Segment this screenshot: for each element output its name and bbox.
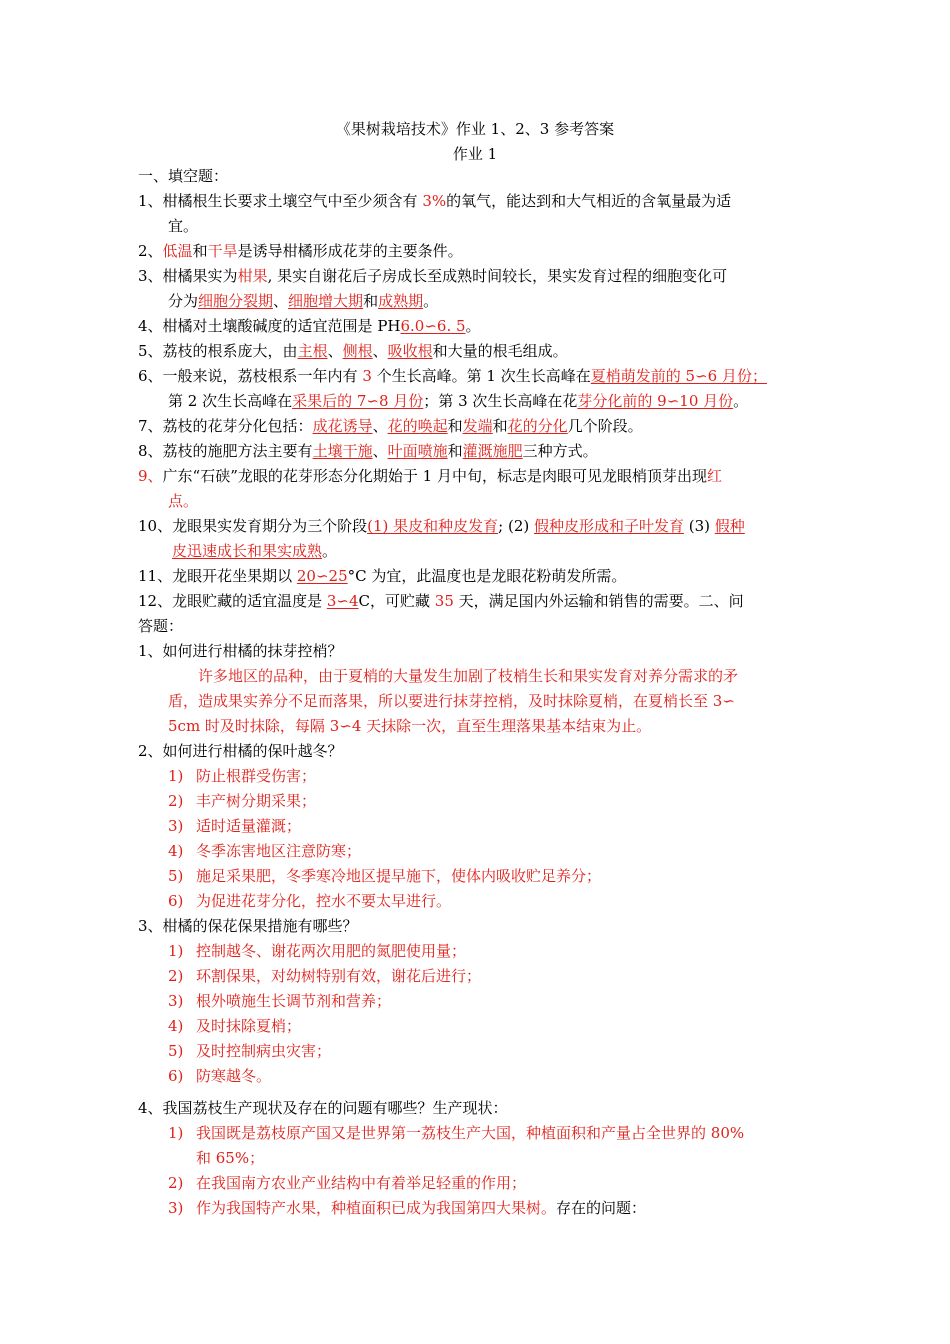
fill-item-3-cont: 分为细胞分裂期、细胞增大期和成熟期。	[168, 292, 439, 310]
fill-item-11: 11、龙眼开花坐果期以 20∽25°C 为宜，此温度也是龙眼花粉萌发所需。	[138, 567, 627, 585]
answer-2-item: 3) 适时适量灌溉；	[168, 817, 302, 835]
fill-item-7: 7、荔枝的花芽分化包括：成花诱导、花的唤起和发端和花的分化几个阶段。	[138, 417, 643, 435]
fill-item-2: 2、低温和干旱是诱导柑橘形成花芽的主要条件。	[138, 242, 463, 260]
answer-3-item: 5) 及时控制病虫灾害；	[168, 1042, 332, 1060]
answer-2-item: 4) 冬季冻害地区注意防寒；	[168, 842, 362, 860]
answer-4-item: 3) 作为我国特产水果，种植面积已成为我国第四大果树。存在的问题：	[168, 1199, 647, 1217]
fill-item-6-cont: 第 2 次生长高峰在采果后的 7∽8 月份；第 3 次生长高峰在花芽分化前的 9∽10 月份。	[168, 392, 749, 410]
fill-item-9: 9、广东“石硖”龙眼的花芽形态分化期始于 1 月中旬，标志是肉眼可见龙眼梢顶芽出现红	[138, 467, 722, 485]
question-4: 4、我国荔枝生产现状及存在的问题有哪些？生产现状：	[138, 1099, 508, 1117]
answer-2-item: 6) 为促进花芽分化，控水不要太早进行。	[168, 892, 452, 910]
answer-1-line-1: 许多地区的品种，由于夏梢的大量发生加剧了枝梢生长和果实发育对养分需求的矛	[198, 667, 739, 685]
fill-item-12: 12、龙眼贮藏的适宜温度是 3∽4C，可贮藏 35 天，满足国内外运输和销售的需要。二、问	[138, 592, 744, 610]
answer-4-item: 2) 在我国南方农业产业结构中有着举足轻重的作用；	[168, 1174, 527, 1192]
question-3: 3、柑橘的保花保果措施有哪些？	[138, 917, 358, 935]
answer-4-item-cont: 和 65%；	[196, 1149, 265, 1167]
answer-4-item: 1) 我国既是荔枝原产国又是世界第一荔枝生产大国，种植面积和产量占全世界的 80%	[168, 1124, 745, 1142]
answer-2-item: 2) 丰产树分期采果；	[168, 792, 317, 810]
fill-item-3: 3、柑橘果实为柑果, 果实自谢花后子房成长至成熟时间较长，果实发育过程的细胞变化可	[138, 267, 728, 285]
question-2: 2、如何进行柑橘的保叶越冬？	[138, 742, 343, 760]
answer-2-item: 1) 防止根群受伤害；	[168, 767, 317, 785]
document-title: 《果树栽培技术》作业 1、2、3 参考答案	[335, 120, 615, 138]
fill-item-9-cont: 点。	[168, 492, 199, 510]
fill-item-1-cont: 宜。	[168, 217, 199, 235]
answer-3-item: 4) 及时抹除夏梢；	[168, 1017, 302, 1035]
fill-item-8: 8、荔枝的施肥方法主要有土壤干施、叶面喷施和灌溉施肥三种方式。	[138, 442, 598, 460]
fill-item-1: 1、柑橘根生长要求土壤空气中至少须含有 3%的氧气，能达到和大气相近的含氧量最为适	[138, 192, 732, 210]
answer-3-item: 1) 控制越冬、谢花两次用肥的氮肥使用量；	[168, 942, 467, 960]
fill-item-4: 4、柑橘对土壤酸碱度的适宜范围是 PH6.0∽6. 5。	[138, 317, 481, 335]
fill-item-12-cont: 答题：	[138, 617, 184, 635]
fill-item-10: 10、龙眼果实发育期分为三个阶段(1) 果皮和种皮发育; (2) 假种皮形成和子叶发育 (3) 假种	[138, 517, 745, 535]
fill-item-10-cont: 皮迅速成长和果实成熟。	[172, 542, 338, 560]
fill-item-6: 6、一般来说，荔枝根系一年内有 3 个生长高峰。第 1 次生长高峰在夏梢萌发前的 5∽6 月份；	[138, 367, 767, 385]
answer-1-line-2: 盾，造成果实养分不足而落果，所以要进行抹芽控梢，及时抹除夏梢，在夏梢长至 3∽	[168, 692, 735, 710]
answer-1-line-3: 5cm 时及时抹除，每隔 3∽4 天抹除一次，直至生理落果基本结束为止。	[168, 717, 652, 735]
answer-3-item: 6) 防寒越冬。	[168, 1067, 272, 1085]
answer-3-item: 2) 环割保果，对幼树特别有效，谢花后进行；	[168, 967, 482, 985]
fill-item-5: 5、荔枝的根系庞大，由主根、侧根、吸收根和大量的根毛组成。	[138, 342, 568, 360]
document-subtitle: 作业 1	[452, 145, 498, 163]
section-heading: 一、填空题：	[138, 167, 229, 185]
answer-2-item: 5) 施足采果肥，冬季寒冷地区提早施下，使体内吸收贮足养分；	[168, 867, 602, 885]
question-1: 1、如何进行柑橘的抹芽控梢？	[138, 642, 343, 660]
answer-3-item: 3) 根外喷施生长调节剂和营养；	[168, 992, 392, 1010]
